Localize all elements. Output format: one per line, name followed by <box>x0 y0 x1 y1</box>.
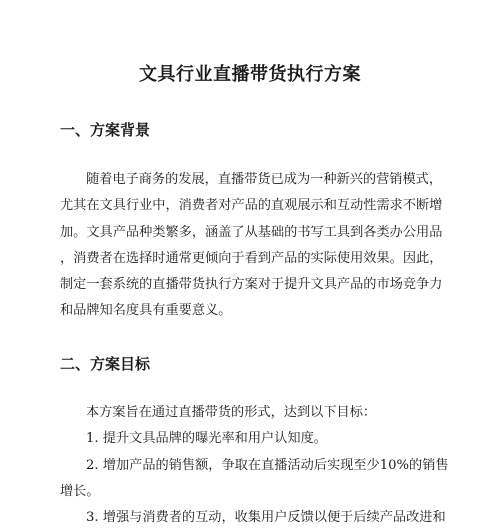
list-item: 3. 增强与消费者的互动，收集用户反馈以便于后续产品改进和 <box>86 510 446 526</box>
list-item-continuation: 增长。 <box>60 483 100 499</box>
paragraph-line: 本方案旨在通过直播带货的形式，达到以下目标： <box>86 405 377 420</box>
document-title: 文具行业直播带货执行方案 <box>139 64 361 85</box>
paragraph-line: 随着电子商务的发展，直播带货已成为一种新兴的营销模式， <box>86 172 443 187</box>
paragraph-line: 和品牌知名度具有重要意义。 <box>60 303 232 319</box>
list-item: 2. 增加产品的销售额，争取在直播活动后实现至少10%的销售 <box>86 457 449 473</box>
paragraph-background <box>60 167 445 325</box>
list-item: 1. 提升文具品牌的曝光率和用户认知度。 <box>86 431 327 447</box>
section-heading-goals: 二、方案目标 <box>60 355 151 373</box>
paragraph-line: 制定一套系统的直播带货执行方案对于提升文具产品的市场竞争力 <box>60 277 443 293</box>
section-heading-background: 一、方案背景 <box>60 121 151 139</box>
paragraph-goals <box>60 400 449 531</box>
paragraph-line: 尤其在文具行业中，消费者对产品的直观展示和互动性需求不断增 <box>60 198 443 214</box>
paragraph-line: 加。文具产品种类繁多，涵盖了从基础的书写工具到各类办公用品 <box>60 224 443 240</box>
paragraph-line: ，消费者在选择时通常更倾向于看到产品的实际使用效果。因此， <box>60 250 443 266</box>
